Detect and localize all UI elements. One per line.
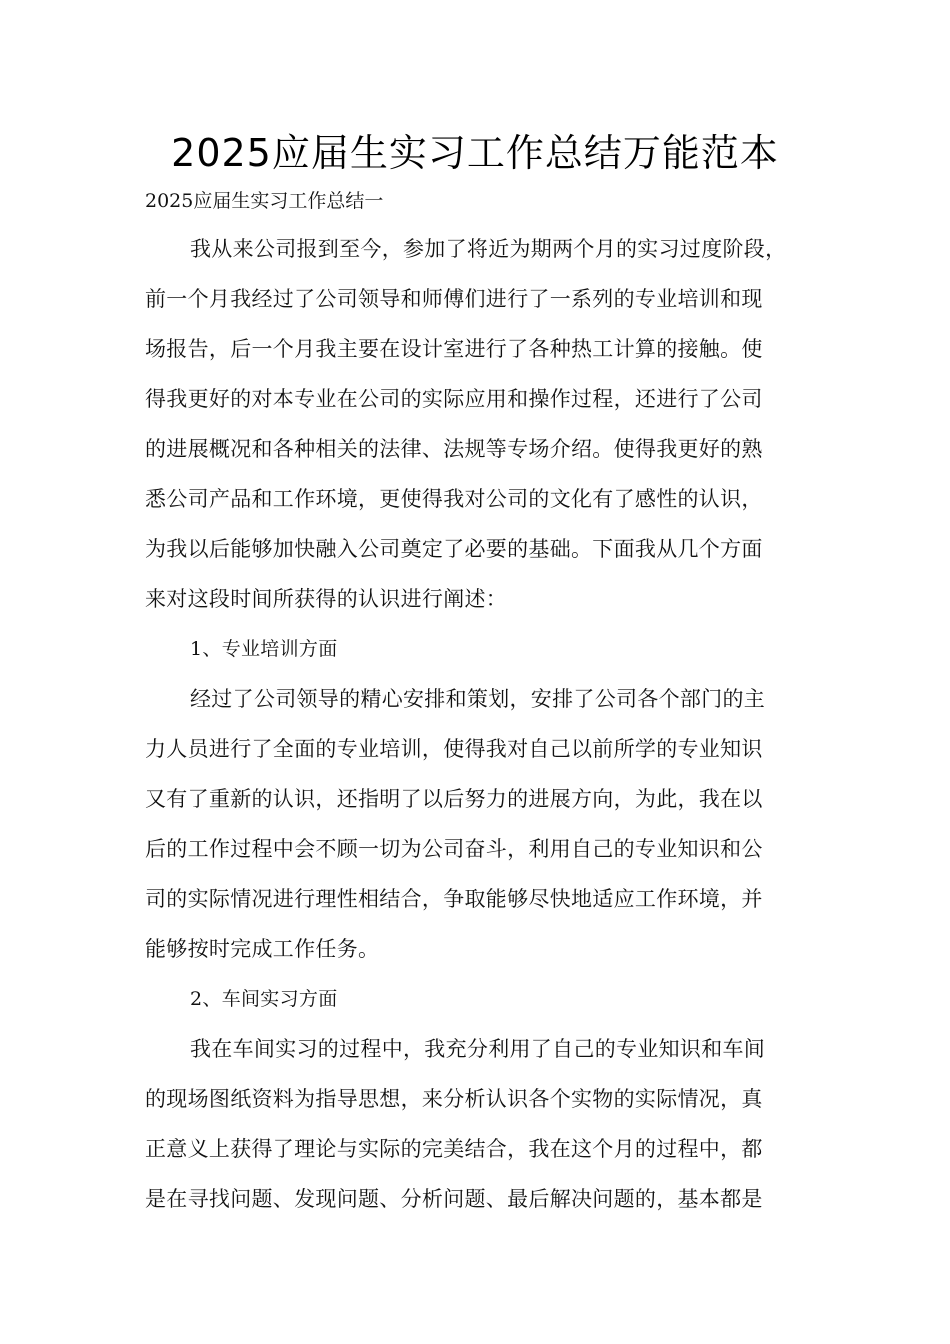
- paragraph-line: 来对这段时间所获得的认识进行阐述：: [145, 587, 508, 611]
- paragraph-line: 经过了公司领导的精心安排和策划，安排了公司各个部门的主: [190, 687, 766, 711]
- paragraph-line: 为我以后能够加快融入公司奠定了必要的基础。下面我从几个方面: [145, 537, 763, 561]
- paragraph-line: 后的工作过程中会不顾一切为公司奋斗，利用自己的专业知识和公: [145, 837, 763, 861]
- paragraph-line: 正意义上获得了理论与实际的完美结合，我在这个月的过程中，都: [145, 1137, 763, 1161]
- paragraph-line: 力人员进行了全面的专业培训，使得我对自己以前所学的专业知识: [145, 737, 763, 761]
- paragraph-line: 司的实际情况进行理性相结合，争取能够尽快地适应工作环境，并: [145, 887, 763, 911]
- paragraph-line: 我从来公司报到至今，参加了将近为期两个月的实习过度阶段，: [190, 237, 787, 261]
- paragraph-line: 场报告，后一个月我主要在设计室进行了各种热工计算的接触。使: [145, 337, 763, 361]
- paragraph-line: 是在寻找问题、发现问题、分析问题、最后解决问题的，基本都是: [145, 1187, 763, 1211]
- paragraph-line: 的现场图纸资料为指导思想，来分析认识各个实物的实际情况，真: [145, 1087, 763, 1111]
- document-title: 2025应届生实习工作总结万能范本: [171, 131, 779, 175]
- section-heading: 2、车间实习方面: [190, 988, 338, 1010]
- paragraph-line: 的进展概况和各种相关的法律、法规等专场介绍。使得我更好的熟: [145, 437, 763, 461]
- paragraph-line: 又有了重新的认识，还指明了以后努力的进展方向，为此，我在以: [145, 787, 763, 811]
- document-subtitle: 2025应届生实习工作总结一: [145, 190, 384, 212]
- paragraph-line: 得我更好的对本专业在公司的实际应用和操作过程，还进行了公司: [145, 387, 763, 411]
- section-heading: 1、专业培训方面: [190, 638, 338, 660]
- paragraph-line: 我在车间实习的过程中，我充分利用了自己的专业知识和车间: [190, 1037, 766, 1061]
- paragraph-line: 前一个月我经过了公司领导和师傅们进行了一系列的专业培训和现: [145, 287, 763, 311]
- paragraph-line: 悉公司产品和工作环境，更使得我对公司的文化有了感性的认识，: [145, 487, 763, 511]
- paragraph-line: 能够按时完成工作任务。: [145, 937, 380, 961]
